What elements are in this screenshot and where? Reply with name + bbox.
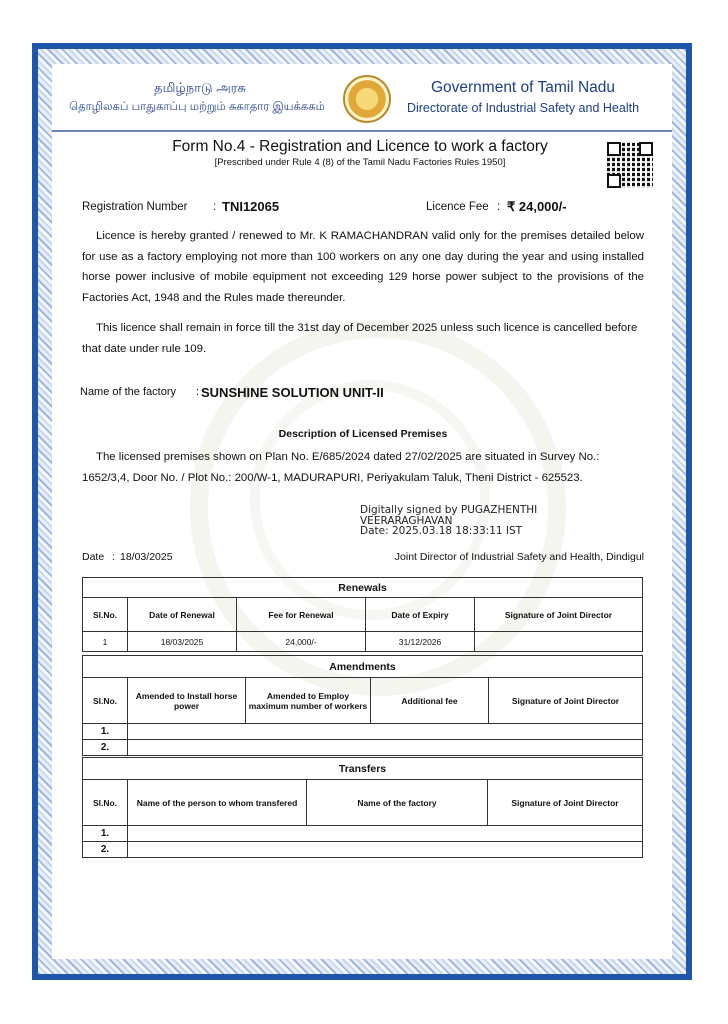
header-divider: [52, 130, 672, 132]
licence-validity-paragraph: This licence shall remain in force till the 31st day of December 2025 unless such licence is cancelled before that date under rule 109.: [82, 322, 638, 355]
table-row: [83, 740, 643, 756]
renewals-header-fee: Fee for Renewal: [237, 598, 366, 632]
digital-signature-block[interactable]: [360, 505, 537, 537]
transfers-header-person: Name of the person to whom transfered: [128, 780, 307, 826]
licence-fee-colon: :: [497, 201, 501, 213]
date-label: Date: [82, 551, 105, 563]
renewal-date: 18/03/2025: [128, 632, 237, 652]
factory-name-label: Name of the factory: [80, 386, 176, 398]
amendments-header-additional-fee: Additional fee: [371, 678, 489, 724]
transfers-header-factory: Name of the factory: [307, 780, 488, 826]
renewal-expiry: 31/12/2026: [366, 632, 475, 652]
amendment-row-empty: [128, 724, 643, 740]
signature-line-2: VEERARAGHAVAN: [360, 514, 453, 527]
table-row: [83, 842, 643, 858]
renewals-table: [82, 577, 643, 652]
header-english-subtitle: Directorate of Industrial Safety and Health: [406, 101, 640, 115]
transfer-slno: 2.: [83, 842, 128, 858]
transfers-table: [82, 757, 643, 858]
form-subtitle: [Prescribed under Rule 4 (8) of the Tamil Nadu Factories Rules 1950]: [214, 157, 506, 168]
table-row: [83, 632, 643, 652]
renewal-fee: 24,000/-: [237, 632, 366, 652]
licence-fee-value: ₹ 24,000/-: [507, 199, 567, 214]
date-value: 18/03/2025: [120, 551, 173, 563]
amendments-header-horse-power: Amended to Install horse power: [128, 678, 246, 724]
transfers-title: Transfers: [83, 758, 643, 780]
form-title: Form No.4 - Registration and Licence to work a factory: [172, 138, 548, 155]
renewals-header-signature: Signature of Joint Director: [475, 598, 643, 632]
header-english-title: Government of Tamil Nadu: [430, 79, 616, 96]
amendments-header-signature: Signature of Joint Director: [489, 678, 643, 724]
premises-description: The licensed premises shown on Plan No. E/685/2024 dated 27/02/2025 are situated in Survey No.: 1652/3,4, Door No. / Plot No.: 200/W-1, MADURAPURI, Periyakulam Taluk, Theni District - 625523.: [82, 451, 600, 484]
factory-name-value: SUNSHINE SOLUTION UNIT-II: [201, 385, 384, 400]
amendment-slno: 1.: [83, 724, 128, 740]
amendments-table: [82, 655, 643, 756]
amendments-header-row: [83, 678, 643, 724]
amendment-row-empty: [128, 740, 643, 756]
licence-grant-paragraph: Licence is hereby granted / renewed to Mr. K RAMACHANDRAN valid only for the premises detailed below for use as a factory employing not more than 100 workers on any one day during the year and using installed horse power inclusive of mobile equipment not exceeding 129 horse power subject to the provisions of the Factories Act, 1948 and the Rules made thereunder.: [82, 230, 644, 304]
transfer-row-empty: [128, 826, 643, 842]
amendments-header-workers: Amended to Employ maximum number of workers: [246, 678, 371, 724]
registration-number-colon: :: [213, 201, 217, 213]
licence-fee-label: Licence Fee: [426, 201, 489, 213]
registration-number-label: Registration Number: [82, 201, 188, 213]
renewal-signature: [475, 632, 643, 652]
transfers-header-signature: Signature of Joint Director: [488, 780, 643, 826]
signature-line-3: Date: 2025.03.18 18:33:11 IST: [360, 525, 523, 537]
renewal-slno: 1: [83, 632, 128, 652]
renewals-title: Renewals: [83, 578, 643, 598]
date-colon: :: [112, 551, 115, 563]
amendments-header-slno: Sl.No.: [83, 678, 128, 724]
qr-code-icon[interactable]: [607, 142, 653, 188]
amendment-slno: 2.: [83, 740, 128, 756]
renewals-header-row: [83, 598, 643, 632]
premises-heading: Description of Licensed Premises: [278, 428, 448, 440]
renewals-header-expiry: Date of Expiry: [366, 598, 475, 632]
factory-name-colon: :: [196, 386, 200, 398]
renewals-header-date: Date of Renewal: [128, 598, 237, 632]
joint-director-designation: Joint Director of Industrial Safety and Health, Dindigul: [394, 551, 644, 563]
renewals-header-slno: Sl.No.: [83, 598, 128, 632]
registration-number-value: TNI12065: [222, 199, 280, 214]
transfers-header-slno: Sl.No.: [83, 780, 128, 826]
transfer-row-empty: [128, 842, 643, 858]
transfers-header-row: [83, 780, 643, 826]
tamil-nadu-emblem-icon: [343, 75, 391, 123]
table-row: [83, 724, 643, 740]
transfer-slno: 1.: [83, 826, 128, 842]
table-row: [83, 826, 643, 842]
header-tamil-title: தமிழ்நாடு அரசு: [154, 80, 246, 95]
amendments-title: Amendments: [83, 656, 643, 678]
header-tamil-subtitle: தொழிலகப் பாதுகாப்பு மற்றும் சுகாதார இயக்ககம்: [69, 101, 325, 113]
signature-line-1: Digitally signed by PUGAZHENTHI: [360, 504, 538, 516]
